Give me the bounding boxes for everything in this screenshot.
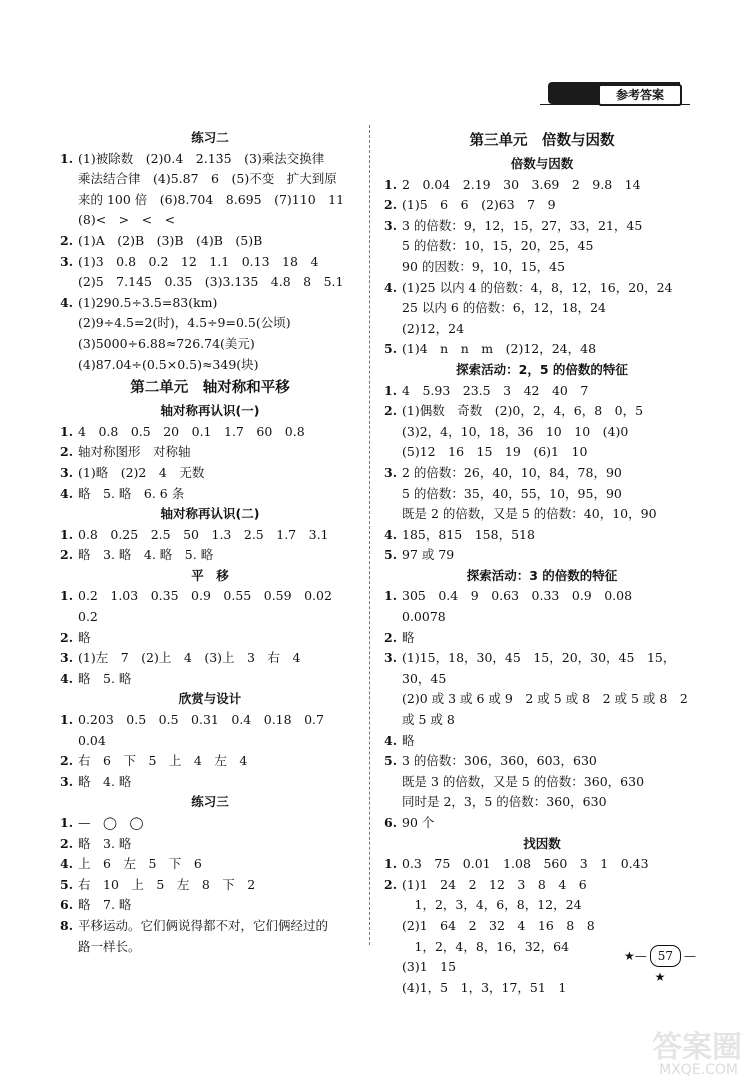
answer-text: (4)87.04÷(0.5×0.5)≈349(块)	[78, 356, 259, 372]
answer-text: 乘法结合律 (4)5.87 6 (5)不变 扩大到原	[78, 171, 337, 187]
answer-text: 0.203 0.5 0.5 0.31 0.4 0.18 0.7	[78, 712, 324, 728]
answer-text: 1，2，3，4，6，8，12，24	[402, 897, 582, 913]
answer-text: 右 10 上 5 左 8 下 2	[78, 876, 256, 892]
question-number: 1.	[60, 712, 74, 728]
answer-line	[60, 252, 360, 273]
answer-text: 0.04	[78, 732, 106, 748]
answer-line	[384, 751, 700, 772]
answer-line	[384, 916, 700, 937]
question-number: 1.	[384, 382, 398, 398]
answer-text: 轴对称图形 对称轴	[78, 444, 191, 460]
answer-line	[60, 648, 360, 669]
answer-line	[384, 504, 700, 525]
answer-line	[384, 422, 700, 443]
column-divider	[369, 125, 370, 945]
question-number: 2.	[60, 835, 74, 851]
question-number: 2.	[384, 403, 398, 419]
answer-text: 略 4. 略	[78, 773, 132, 789]
question-number: 2.	[384, 876, 398, 892]
answer-text: 305 0.4 9 0.63 0.33 0.9 0.08	[402, 588, 633, 604]
answer-line	[384, 381, 700, 402]
header-rule	[540, 104, 690, 105]
answer-line	[60, 334, 360, 355]
answer-text: 来的 100 倍 (6)8.704 8.695 (7)110 11	[78, 191, 345, 207]
answer-text: 4 5.93 23.5 3 42 40 7	[402, 382, 589, 398]
answer-line	[60, 731, 360, 752]
answer-text: (2)1 64 2 32 4 16 8 8	[402, 917, 595, 933]
answer-line	[384, 586, 700, 607]
answer-text: 略	[402, 732, 415, 748]
answer-text: (3)2，4，10，18，36 10 10 (4)0	[402, 423, 629, 439]
answer-text: (1)A (2)B (3)B (4)B (5)B	[78, 232, 263, 248]
answer-text: 97 或 79	[402, 547, 455, 563]
answer-line	[60, 895, 360, 916]
answer-line	[60, 525, 360, 546]
question-number: 1.	[384, 856, 398, 872]
question-number: 1.	[60, 423, 74, 439]
question-number: 4.	[60, 670, 74, 686]
answer-line	[60, 875, 360, 896]
answer-line	[384, 401, 700, 422]
question-number: 4.	[384, 732, 398, 748]
question-number: 2.	[60, 629, 74, 645]
answer-line	[60, 272, 360, 293]
question-number: 4.	[384, 279, 398, 295]
question-number: 1.	[60, 815, 74, 830]
answer-text: 略 5. 略	[78, 670, 132, 686]
answer-line	[60, 169, 360, 190]
answer-text: 3 的倍数：306，360，603，630	[402, 753, 597, 769]
question-number: 3.	[60, 650, 74, 666]
answer-text: 略 3. 略	[78, 835, 132, 851]
question-number: 6.	[60, 897, 74, 913]
answer-text: (1)3 0.8 0.2 12 1.1 0.13 18 4	[78, 253, 319, 269]
answer-line	[60, 355, 360, 376]
answer-line	[60, 190, 360, 211]
answer-line	[384, 792, 700, 813]
question-number: 1.	[60, 526, 74, 542]
answer-text: (4)1，5 1，3，17，51 1	[402, 979, 567, 995]
answer-text: 90 个	[402, 815, 435, 830]
question-number: 1.	[60, 150, 74, 166]
question-number: 3.	[384, 217, 398, 233]
answer-text: 5 的倍数：35，40，55，10，95，90	[402, 485, 622, 501]
section-heading: 练习二	[191, 130, 229, 145]
answer-text: (1)左 7 (2)上 4 (3)上 3 右 4	[78, 650, 301, 666]
section-heading: 探索活动：3 的倍数的特征	[466, 567, 618, 583]
watermark-logo: 答案圈	[652, 1030, 742, 1065]
question-number: 2.	[384, 629, 398, 645]
section-heading: 练习三	[191, 794, 229, 810]
unit-heading: 第三单元 倍数与因数	[469, 133, 615, 149]
question-number: 2.	[60, 547, 74, 563]
answer-text: 4 0.8 0.5 20 0.1 1.7 60 0.8	[78, 423, 305, 439]
answer-line	[384, 978, 700, 999]
answer-line	[384, 463, 700, 484]
question-number: 3.	[384, 650, 398, 666]
answer-text: 1，2，4，8，16，32，64	[402, 938, 570, 954]
answer-line	[384, 607, 700, 628]
answer-line	[384, 710, 700, 731]
answer-text: 3 的倍数：9，12，15，27，33，21，45	[402, 217, 643, 233]
answer-line	[384, 545, 700, 566]
answer-text: 既是 3 的倍数，又是 5 的倍数：360，630	[402, 773, 645, 789]
answer-line	[60, 422, 360, 443]
answer-line	[60, 231, 360, 252]
question-number: 5.	[384, 341, 398, 357]
question-number: 2.	[60, 753, 74, 769]
answer-line	[60, 149, 360, 170]
answer-text: 25 以内 6 的倍数：6，12，18，24	[402, 300, 606, 316]
answer-text: 2 0.04 2.19 30 3.69 2 9.8 14	[402, 176, 641, 192]
answer-text: (3)1 15	[402, 959, 457, 975]
answer-line	[384, 731, 700, 752]
answer-text: 上 6 左 5 下 6	[78, 856, 202, 872]
answer-text: 平移运动。它们俩说得都不对，它们俩经过的	[78, 917, 329, 933]
answer-line	[60, 463, 360, 484]
answer-text: 0.8 0.25 2.5 50 1.3 2.5 1.7 3.1	[78, 526, 329, 542]
answer-line	[60, 210, 360, 231]
question-number: 4.	[384, 526, 398, 542]
answer-text: 30，45	[402, 670, 447, 686]
answer-text: (2)12，24	[402, 320, 465, 336]
answer-text: (1)25 以内 4 的倍数：4，8，12，16，20，24	[402, 279, 673, 295]
answer-text: (1)偶数 奇数 (2)0，2，4，6，8 0，5	[402, 403, 644, 419]
answer-text: 路一样长。	[78, 938, 141, 954]
question-number: 5.	[384, 547, 398, 563]
question-number: 4.	[60, 485, 74, 501]
answer-line	[60, 293, 360, 314]
question-number: 3.	[60, 253, 74, 269]
answer-text: 5 的倍数：10，15，20，25，45	[402, 238, 594, 254]
answer-line	[60, 628, 360, 649]
watermark-url: MXQE.COM	[659, 1062, 738, 1078]
answer-line	[384, 669, 700, 690]
section-heading: 倍数与因数	[510, 156, 574, 171]
right-column	[384, 128, 700, 998]
answer-line	[384, 257, 700, 278]
question-number: 2.	[384, 197, 398, 213]
answer-text: — ◯ ◯	[78, 815, 144, 830]
answer-key-tab: 参考答案	[598, 84, 682, 106]
answer-line	[60, 442, 360, 463]
answer-text: 185，815 158，518	[402, 526, 535, 542]
answer-line	[60, 834, 360, 855]
answer-line	[384, 175, 700, 196]
question-number: 3.	[60, 464, 74, 480]
left-column	[60, 128, 360, 957]
section-heading: 探索活动：2，5 的倍数的特征	[456, 361, 628, 377]
answer-text: (2)9÷4.5=2(时)，4.5÷9=0.5(公顷)	[78, 315, 291, 331]
answer-text: 略	[402, 629, 415, 645]
answer-line	[60, 772, 360, 793]
unit-heading: 第二单元 轴对称和平移	[130, 380, 290, 397]
question-number: 5.	[384, 753, 398, 769]
answer-text: (5)12 16 15 19 (6)1 10	[402, 444, 588, 460]
answer-line	[60, 916, 360, 937]
answer-text: 略	[78, 629, 91, 645]
answer-line	[384, 484, 700, 505]
answer-text: 0.0078	[402, 609, 446, 625]
answer-text: 0.2 1.03 0.35 0.9 0.55 0.59 0.02	[78, 588, 332, 604]
answer-text: (8)< > < <	[78, 212, 176, 228]
answer-line	[384, 689, 700, 710]
question-number: 2.	[60, 444, 74, 460]
answer-line	[60, 710, 360, 731]
section-heading: 平 移	[191, 567, 229, 583]
question-number: 8.	[60, 917, 74, 933]
question-number: 2.	[60, 232, 74, 248]
question-number: 1.	[384, 588, 398, 604]
answer-line	[60, 669, 360, 690]
answer-line	[384, 236, 700, 257]
answer-line	[384, 195, 700, 216]
answer-line	[60, 751, 360, 772]
answer-line	[384, 339, 700, 360]
question-number: 5.	[60, 876, 74, 892]
question-number: 4.	[60, 294, 74, 310]
answer-line	[60, 313, 360, 334]
answer-text: 90 的因数：9，10，15，45	[402, 258, 566, 274]
answer-line	[60, 607, 360, 628]
question-number: 1.	[60, 588, 74, 604]
answer-line	[384, 298, 700, 319]
answer-text: 右 6 下 5 上 4 左 4	[78, 753, 248, 769]
section-heading: 欣赏与设计	[178, 691, 242, 707]
answer-text: (2)0 或 3 或 6 或 9 2 或 5 或 8 2 或 5 或 8 2	[402, 691, 688, 707]
answer-line	[60, 854, 360, 875]
answer-line	[384, 442, 700, 463]
section-heading: 找因数	[523, 835, 561, 851]
answer-text: 2 的倍数：26，40，10，84，78，90	[402, 464, 622, 480]
answer-line	[384, 895, 700, 916]
answer-line	[384, 875, 700, 896]
answer-text: 0.2	[78, 609, 98, 625]
answer-line	[60, 484, 360, 505]
answer-line	[60, 813, 360, 834]
answer-text: 略 7. 略	[78, 897, 132, 913]
question-number: 6.	[384, 815, 398, 830]
answer-text: (1)被除数 (2)0.4̇ 2.13̇5̇ (3)乘法交换律	[78, 150, 325, 166]
answer-line	[60, 586, 360, 607]
answer-line	[384, 319, 700, 340]
answer-line	[60, 937, 360, 958]
question-number: 3.	[60, 773, 74, 789]
answer-text: (2)5 7.14̇5̇ 0.35 (3)3.135 4.8 8 5.1	[78, 274, 344, 290]
answer-line	[60, 545, 360, 566]
question-number: 1.	[384, 176, 398, 192]
answer-text: 既是 2 的倍数，又是 5 的倍数：40，10，90	[402, 506, 657, 522]
section-heading: 轴对称再认识(一)	[160, 403, 260, 419]
question-number: 3.	[384, 464, 398, 480]
answer-text: (1)5 6 6 (2)63 7 9	[402, 197, 556, 213]
answer-line	[384, 854, 700, 875]
answer-line	[384, 278, 700, 299]
page-number-value: 57	[650, 945, 681, 967]
answer-text: (1)1 24 2 12 3 8 4 6	[402, 876, 587, 892]
answer-line	[384, 525, 700, 546]
answer-text: (1)4 n n m (2)12，24，48	[402, 341, 597, 357]
answer-text: (1)15，18，30，45 15，20，30，45 15，	[402, 650, 676, 666]
answer-line	[384, 628, 700, 649]
answer-text: (1)290.5÷3.5=83(km)	[78, 294, 218, 310]
answer-text: (1)略 (2)2 4 无数	[78, 464, 205, 480]
answer-text: 略 3. 略 4. 略 5. 略	[78, 547, 214, 563]
section-heading: 轴对称再认识(二)	[160, 506, 260, 522]
answer-text: 0.3 75 0.01 1.08 560 3 1 0.43	[402, 856, 649, 872]
answer-text: 或 5 或 8	[402, 712, 455, 728]
question-number: 4.	[60, 856, 74, 872]
answer-line	[384, 648, 700, 669]
page-number: ★— 57 —★	[620, 945, 700, 965]
answer-text: 略 5. 略 6. 6 条	[78, 485, 185, 501]
answer-line	[384, 216, 700, 237]
answer-line	[384, 772, 700, 793]
answer-text: 同时是 2，3，5 的倍数：360，630	[402, 794, 607, 810]
answer-text: (3)5000÷6.88≈726.74(美元)	[78, 335, 255, 351]
answer-line	[384, 813, 700, 834]
